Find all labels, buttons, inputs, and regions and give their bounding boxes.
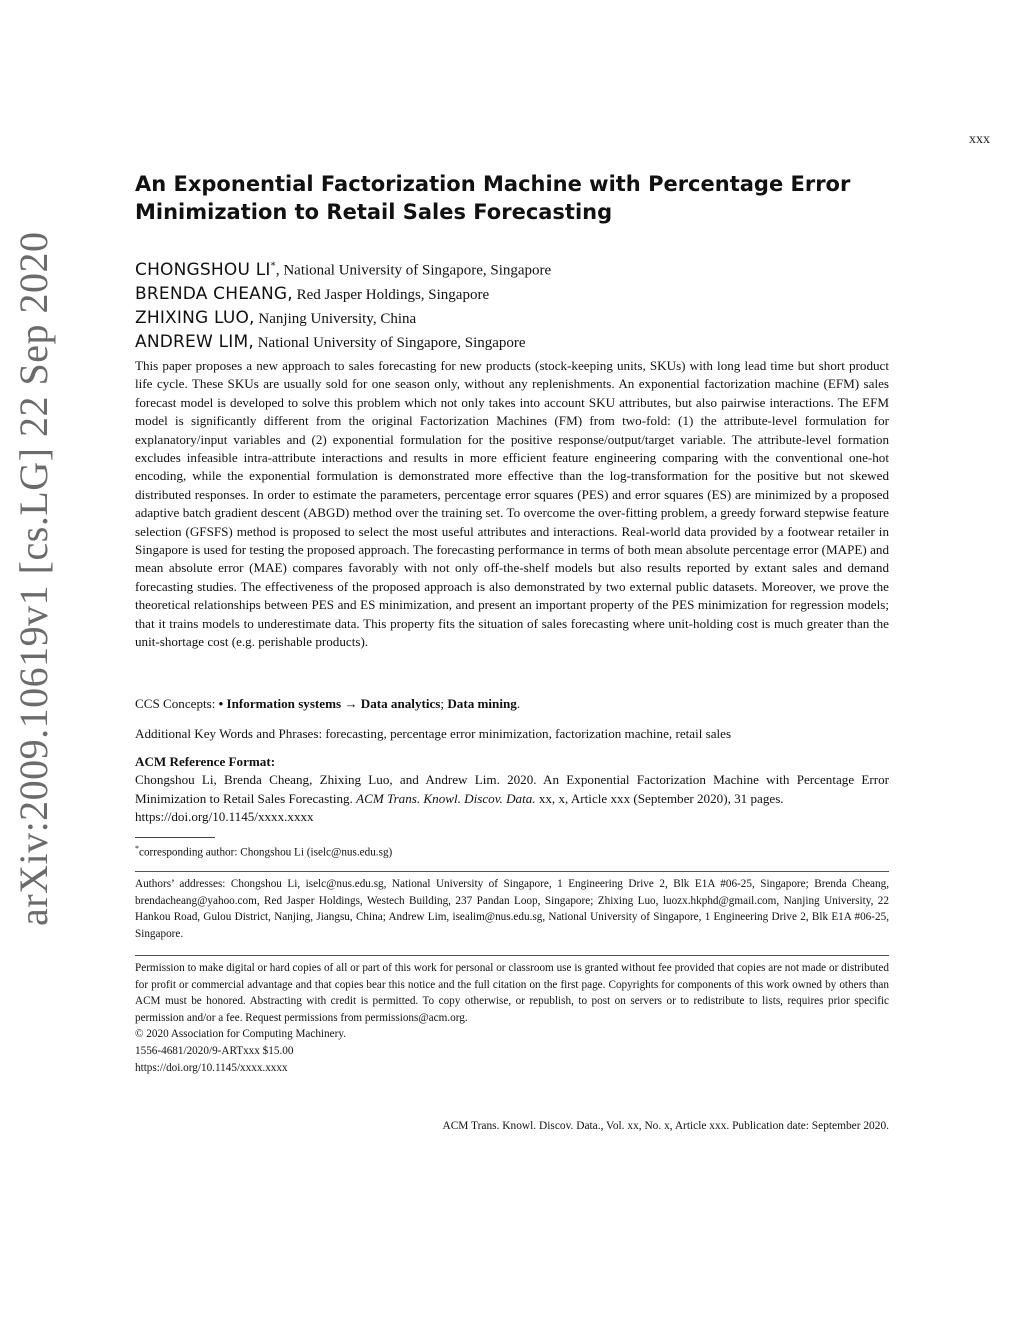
author-affiliation: Red Jasper Holdings, Singapore xyxy=(292,286,490,303)
title-line-2: Minimization to Retail Sales Forecasting xyxy=(135,200,613,224)
copyright-line: © 2020 Association for Computing Machinery. xyxy=(135,1028,346,1041)
acm-reference-format xyxy=(135,753,889,827)
journal-footer: ACM Trans. Knowl. Discov. Data., Vol. xx, No. x, Article xxx. Publication date: September 2020. xyxy=(442,1120,889,1132)
journal-name: ACM Trans. Knowl. Discov. Data. xyxy=(356,790,536,806)
author-entry xyxy=(135,254,895,283)
permission-text: Permission to make digital or hard copies of all or part of this work for personal or classroom use is granted without fee provided that copies are not made or distributed for profit or commercial advantage and that copies bear this notice and the full citation on the first page. Copyrights for components of this work owned by others than ACM must be honored. Abstracting with credit is permitted. To copy otherwise, or republish, to post on servers or to redistribute to lists, requires prior specific permission and/or a fee. Request permissions from permissions@acm.org. xyxy=(135,962,889,1024)
author-name: CHONGSHOU LI* xyxy=(135,259,276,280)
footnote-divider xyxy=(135,837,215,838)
paper-title xyxy=(135,170,895,226)
ccs-concept: Data analytics xyxy=(360,696,441,711)
ccs-concept: Data mining xyxy=(447,696,517,711)
permission-doi-link[interactable]: https://doi.org/10.1145/xxxx.xxxx xyxy=(135,1061,288,1074)
author-name: ZHIXING LUO, xyxy=(135,307,255,328)
ccs-bullet: • xyxy=(218,696,224,711)
arxiv-identifier[interactable]: arXiv:2009.10619v1 [cs.LG] 22 Sep 2020 xyxy=(11,231,56,926)
author-name: ANDREW LIM, xyxy=(135,331,254,352)
addresses-divider xyxy=(135,871,889,872)
reference-heading: ACM Reference Format: xyxy=(135,754,276,769)
author-affiliation: , National University of Singapore, Singapore xyxy=(275,262,552,279)
authors-addresses: Authors’ addresses: Chongshou Li, iselc@nus.edu.sg, National University of Singapore, 1 Engineering Drive 2, Blk E1A #06-25, Singapore; Brenda Cheang, brendacheang@yahoo.com, Red Jasper Holdings, Westech Building, 237 Pandan Loop, Singapore; Zhixing Luo, luozx.hkphd@gmail.com, Nanjing University, 22 Hankou Road, Gulou District, Nanjing, Jiangsu, China; Andrew Lim, isealim@nus.edu.sg, National University of Singapore, 1 Engineering Drive 2, Blk E1A #06-25, Singapore. xyxy=(135,878,889,940)
ccs-concepts: CCS Concepts: • Information systems → Data analytics; Data mining. xyxy=(135,696,521,711)
author-entry xyxy=(135,331,895,355)
reference-text: Chongshou Li, Brenda Cheang, Zhixing Luo, and Andrew Lim. 2020. An Exponential Factorization Machine with Percentage Error Minimization to Retail Sales Forecasting. ACM Trans. Knowl. Discov. Data. xx, x, Article xxx (September 2020), 31 pages. https://doi.org/10.1145/xxxx.xxxx xyxy=(135,772,889,825)
author-name: BRENDA CHEANG, xyxy=(135,283,293,304)
abstract: This paper proposes a new approach to sales forecasting for new products (stock-keeping units, SKUs) with long lead time but short product life cycle. These SKUs are usually sold for one season only, without any replenishments. An exponential factorization machine (EFM) sales forecast model is developed to solve this problem which not only takes into account SKU attributes, but also pairwise interactions. The EFM model is significantly different from the original Factorization Machines (FM) from two-fold: (1) the attribute-level formulation for explanatory/input variables and (2) exponential formulation for the positive response/output/target variable. The attribute-level formation excludes infeasible intra-attribute interactions and results in more efficient feature engineering comparing with the conventional one-hot encoding, while the exponential formulation is demonstrated more effective than the log-transformation for the positive but not skewed distributed responses. In order to estimate the parameters, percentage error squares (PES) and error squares (ES) are minimized by a proposed adaptive batch gradient descent (ABGD) method over the training set. To overcome the over-fitting problem, a greedy forward stepwise feature selection (GFSFS) method is proposed to select the most useful attributes and interactions. Real-world data provided by a footwear retailer in Singapore is used for testing the proposed approach. The forecasting performance in terms of both mean absolute percentage error (MAPE) and mean absolute error (MAE) compares favorably with not only off-the-shelf models but also results reported by extant sales and demand forecasting studies. The effectiveness of the proposed approach is also demonstrated by two external public datasets. Moreover, we prove the theoretical relationships between PES and ES minimization, and present an important property of the PES minimization for regression models; that it trains models to underestimate data. This property fits the situation of sales forecasting where unit-holding cost is much greater than the unit-shortage cost (e.g. perishable products). xyxy=(135,358,889,650)
author-affiliation: Nanjing University, China xyxy=(254,310,417,327)
corresponding-author-footnote: *corresponding author: Chongshou Li (iselc@nus.edu.sg) xyxy=(135,844,393,859)
title-line-1: An Exponential Factorization Machine with Percentage Error xyxy=(135,172,851,196)
issn-line: 1556-4681/2020/9-ARTxxx $15.00 xyxy=(135,1044,294,1057)
corresponding-mark: * xyxy=(270,260,276,271)
author-entry xyxy=(135,283,895,307)
page-number: xxx xyxy=(969,132,990,147)
permission-notice xyxy=(135,960,889,1076)
reference-doi-link[interactable]: https://doi.org/10.1145/xxxx.xxxx xyxy=(135,809,314,825)
author-entry xyxy=(135,307,895,331)
author-list xyxy=(135,254,895,355)
ccs-concept: Information systems xyxy=(223,696,342,711)
permission-divider xyxy=(135,955,889,956)
ccs-arrow: → xyxy=(341,696,361,711)
keywords: Additional Key Words and Phrases: forecasting, percentage error minimization, factorization machine, retail sales xyxy=(135,726,732,741)
author-affiliation: National University of Singapore, Singapore xyxy=(253,334,526,351)
